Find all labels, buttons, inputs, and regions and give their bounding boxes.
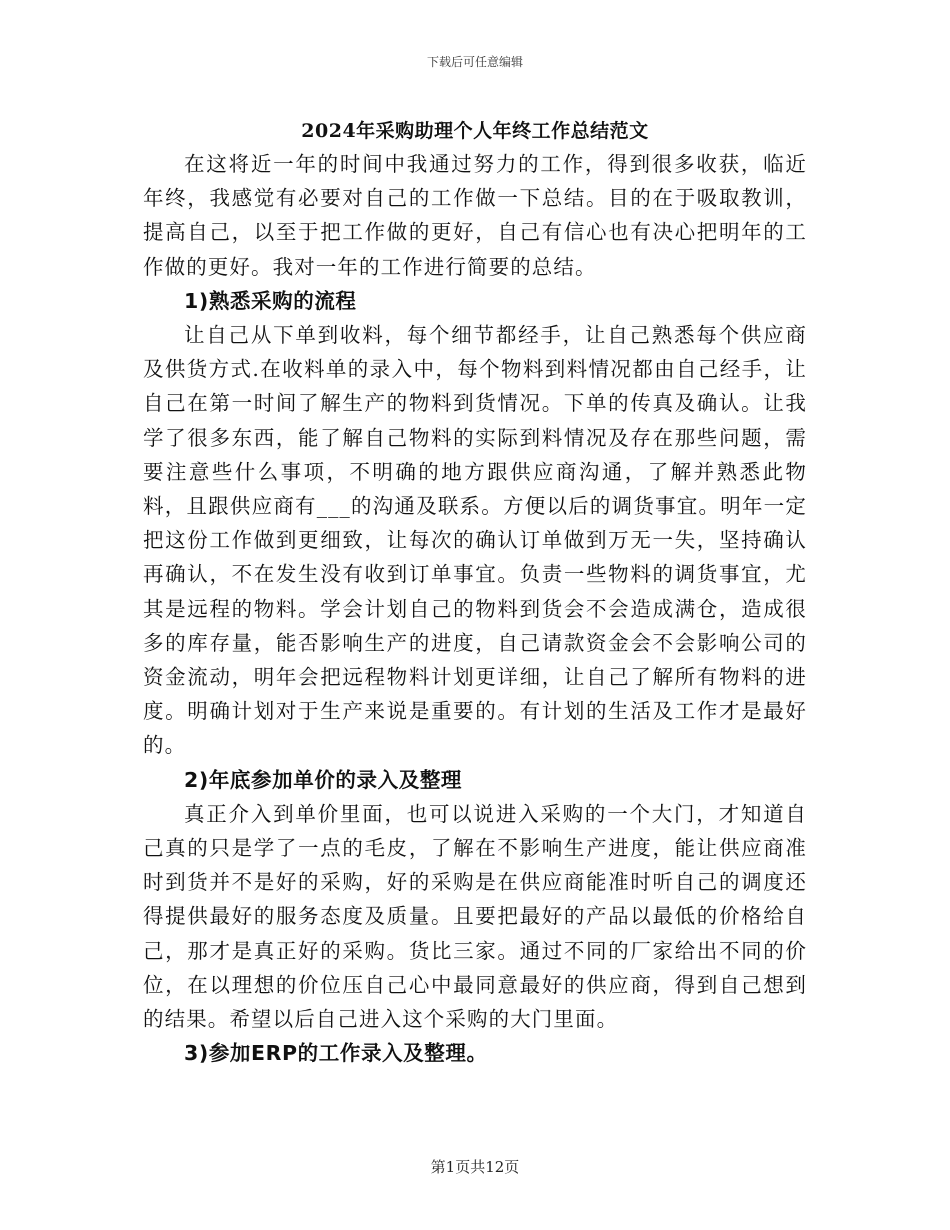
document-title: 2024年采购助理个人年终工作总结范文 bbox=[301, 120, 649, 142]
section-body-1: 让自己从下单到收料，每个细节都经手，让自己熟悉每个供应商及供货方式.在收料单的录入中，每个物料到料情况都由自己经手，让自己在第一时间了解生产的物料到货情况。下单的传真及确认。让我学了很多东西，能了解自己物料的实际到料情况及存在那些问题，需要注意些什么事项，不明确的地方跟供应商沟通，了解并熟悉此物料，且跟供应商有___的沟通及联系。方便以后的调货事宜。明年一定把这份工作做到更细致，让每次的确认订单做到万无一失，坚持确认再确认，不在发生没有收到订单事宜。负责一些物料的调货事宜，尤其是远程的物料。学会计划自己的物料到货会不会造成满仓，造成很多的库存量，能否影响生产的进度，自己请款资金会不会影响公司的资金流动，明年会把远程物料计划更详细，让自己了解所有物料的进度。明确计划对于生产来说是重要的。有计划的生活及工作才是最好的。 bbox=[143, 323, 807, 758]
page-header-note: 下载后可任意编辑 bbox=[426, 55, 523, 69]
section-heading-2: 2)年底参加单价的录入及整理 bbox=[184, 767, 463, 792]
page-number: 第1页共12页 bbox=[430, 1158, 520, 1176]
intro-paragraph: 在这将近一年的时间中我通过努力的工作，得到很多收获，临近年终，我感觉有必要对自己的工作做一下总结。目的在于吸取教训，提高自己，以至于把工作做的更好，自己有信心也有决心把明年的工作做的更好。我对一年的工作进行简要的总结。 bbox=[143, 152, 807, 279]
document-body bbox=[143, 147, 807, 1070]
section-body-2: 真正介入到单价里面，也可以说进入采购的一个大门，才知道自己真的只是学了一点的毛皮，了解在不影响生产进度，能让供应商准时到货并不是好的采购，好的采购是在供应商能准时听自己的调度还得提供最好的服务态度及质量。且要把最好的产品以最低的价格给自己，那才是真正好的采购。货比三家。通过不同的厂家给出不同的价位，在以理想的价位压自己心中最同意最好的供应商，得到自己想到的结果。希望以后自己进入这个采购的大门里面。 bbox=[143, 801, 807, 1032]
section-heading-1: 1)熟悉采购的流程 bbox=[184, 288, 357, 313]
section-heading-3: 3)参加ERP的工作录入及整理。 bbox=[184, 1041, 488, 1066]
